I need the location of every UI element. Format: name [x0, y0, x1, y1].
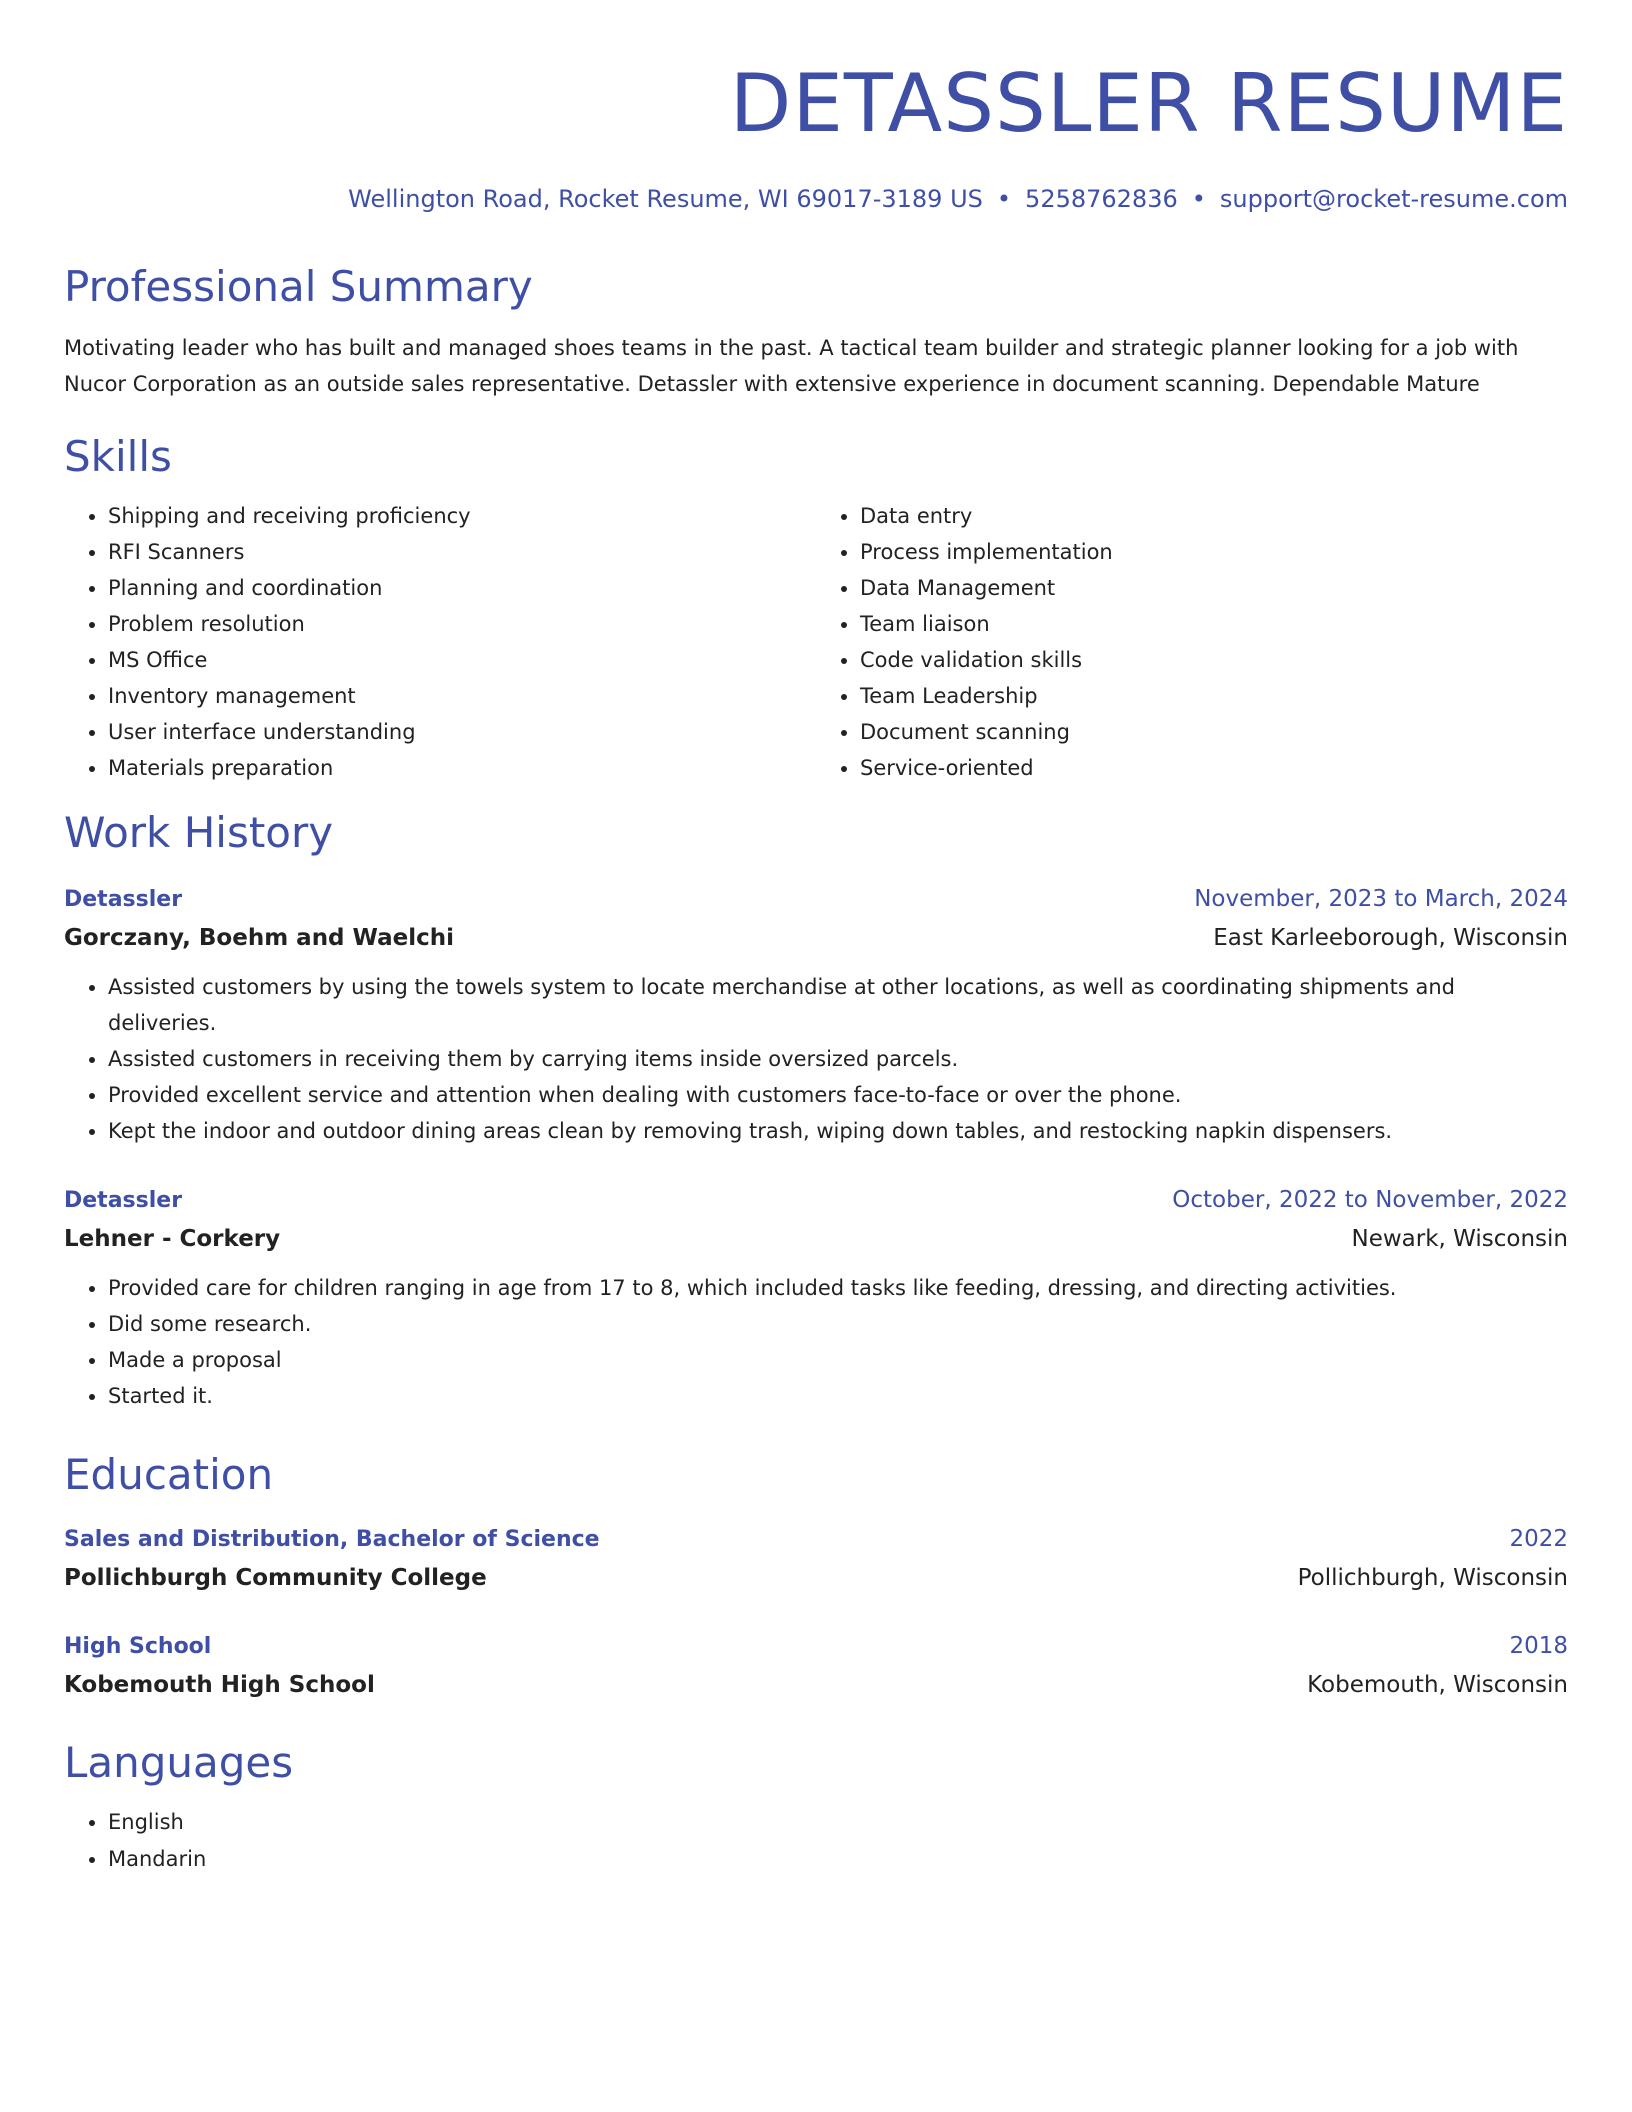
contact-separator: • — [996, 185, 1012, 213]
education-year: 2022 — [1509, 1526, 1568, 1552]
education-entry — [64, 1627, 1568, 1704]
skill-item: • Planning and coordination — [108, 570, 816, 606]
skill-item: • Problem resolution — [108, 606, 816, 642]
job-bullet: • Started it. — [108, 1378, 1568, 1414]
section-title-work-history: Work History — [64, 808, 334, 857]
skill-item: • MS Office — [108, 642, 816, 678]
job-role: Detassler — [64, 887, 183, 912]
resume-header — [64, 0, 1568, 214]
job-company: Gorczany, Boehm and Waelchi — [64, 925, 454, 951]
job-bullets — [64, 1270, 1568, 1414]
language-item: • Mandarin — [108, 1841, 1568, 1878]
job-dates: November, 2023 to March, 2024 — [1194, 886, 1568, 912]
languages-section — [64, 1738, 1568, 1878]
job-company-row — [64, 1220, 1568, 1258]
contact-address: Wellington Road, Rocket Resume, WI 69017-3189 US — [348, 185, 983, 213]
section-title-languages: Languages — [64, 1738, 294, 1787]
skill-item: • RFI Scanners — [108, 534, 816, 570]
skill-item: • Service-oriented — [860, 750, 1568, 786]
job-bullet: • Assisted customers in receiving them by carrying items inside oversized parcels. — [108, 1041, 1568, 1077]
education-year: 2018 — [1509, 1633, 1568, 1659]
contact-phone: 5258762836 — [1025, 185, 1178, 213]
skill-item: • Document scanning — [860, 714, 1568, 750]
education-degree-row — [64, 1627, 1568, 1666]
contact-email[interactable]: support@rocket-resume.com — [1219, 185, 1568, 213]
skill-item: • Materials preparation — [108, 750, 816, 786]
education-entry — [64, 1520, 1568, 1597]
contact-line — [64, 184, 1568, 214]
skills-grid — [64, 498, 1568, 786]
job-role: Detassler — [64, 1188, 183, 1213]
education-location: Pollichburgh, Wisconsin — [1297, 1565, 1568, 1591]
skill-item: • User interface understanding — [108, 714, 816, 750]
section-title-education: Education — [64, 1450, 274, 1499]
education-school-row — [64, 1666, 1568, 1704]
job-bullet: • Provided excellent service and attention when dealing with customers face-to-face or over the phone. — [108, 1077, 1568, 1113]
job-bullet: • Did some research. — [108, 1306, 1568, 1342]
language-item: • English — [108, 1804, 1568, 1841]
education-degree: High School — [64, 1634, 212, 1659]
skill-item: • Shipping and receiving proficiency — [108, 498, 816, 534]
skill-item: • Inventory management — [108, 678, 816, 714]
education-school-row — [64, 1559, 1568, 1597]
skill-item: • Team liaison — [860, 606, 1568, 642]
job-location: East Karleeborough, Wisconsin — [1213, 925, 1568, 951]
skill-item: • Code validation skills — [860, 642, 1568, 678]
skill-item: • Data Management — [860, 570, 1568, 606]
job-title-row — [64, 880, 1568, 919]
skills-column-left — [64, 498, 816, 786]
section-title-skills: Skills — [64, 432, 172, 481]
job-company-row — [64, 919, 1568, 957]
work-history-section — [64, 808, 1568, 1414]
skill-item: • Team Leadership — [860, 678, 1568, 714]
summary-text: Motivating leader who has built and managed shoes teams in the past. A tactical team builder and strategic planner looking for a job with Nucor Corporation as an outside sales representative. Detassler with extensive experience in document scanning. Dependable Mature — [64, 336, 1519, 396]
summary-section — [64, 262, 1568, 402]
job-bullet: • Made a proposal — [108, 1342, 1568, 1378]
job-location: Newark, Wisconsin — [1351, 1226, 1568, 1252]
education-location: Kobemouth, Wisconsin — [1307, 1672, 1568, 1698]
education-section — [64, 1450, 1568, 1704]
job-bullet: • Assisted customers by using the towels system to locate merchandise at other locations, as well as coordinating shipments and deliveries. — [108, 969, 1568, 1041]
job-title-row — [64, 1181, 1568, 1220]
education-degree: Sales and Distribution, Bachelor of Science — [64, 1527, 600, 1552]
education-school: Kobemouth High School — [64, 1672, 375, 1698]
job-entry — [64, 880, 1568, 1149]
skills-column-right — [816, 498, 1568, 786]
education-degree-row — [64, 1520, 1568, 1559]
job-dates: October, 2022 to November, 2022 — [1172, 1187, 1568, 1213]
job-company: Lehner - Corkery — [64, 1226, 281, 1252]
job-entry — [64, 1181, 1568, 1414]
contact-separator: • — [1191, 185, 1206, 213]
candidate-name: DETASSLER RESUME — [729, 57, 1568, 150]
education-school: Pollichburgh Community College — [64, 1565, 487, 1591]
skill-item: • Data entry — [860, 498, 1568, 534]
skill-item: • Process implementation — [860, 534, 1568, 570]
languages-list — [64, 1804, 1568, 1878]
job-bullet: • Provided care for children ranging in age from 17 to 8, which included tasks like feeding, dressing, and directing activities. — [108, 1270, 1568, 1306]
job-bullets — [64, 969, 1568, 1149]
job-bullet: • Kept the indoor and outdoor dining areas clean by removing trash, wiping down tables, and restocking napkin dispensers. — [108, 1113, 1568, 1149]
section-title-summary: Professional Summary — [64, 262, 533, 311]
skills-section — [64, 432, 1568, 786]
